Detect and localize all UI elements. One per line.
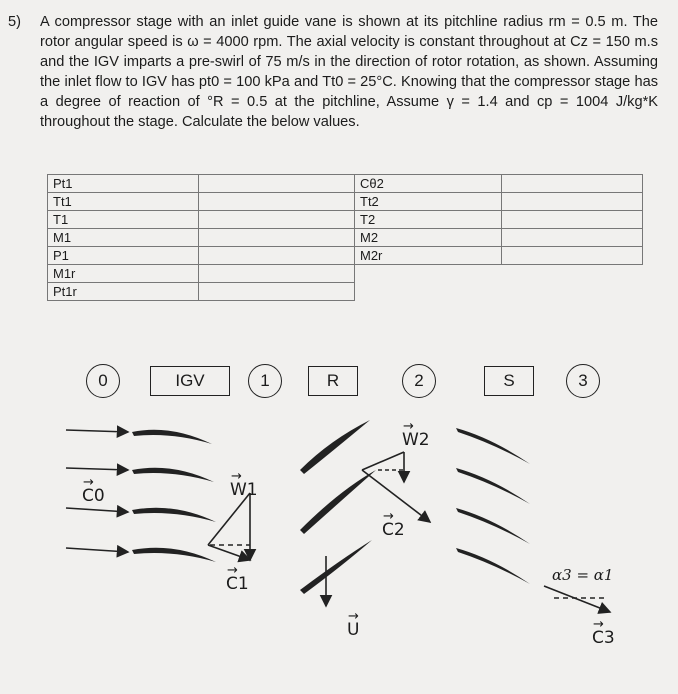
- c0-text: C0: [82, 486, 105, 506]
- rotor-box: R: [308, 366, 358, 396]
- inlet-velocity-triangle: [208, 493, 250, 560]
- table-label: M1: [48, 229, 199, 247]
- stator-box: S: [484, 366, 534, 396]
- igv-box: IGV: [150, 366, 230, 396]
- station-1: 1: [248, 364, 282, 398]
- c3-text: C3: [592, 628, 615, 648]
- exit-velocity-triangle: [362, 452, 430, 522]
- c2-text: C2: [382, 520, 405, 540]
- igv-blades: [132, 430, 216, 562]
- alpha-relation: α3 = α1: [552, 566, 614, 584]
- table-label: Tt2: [355, 193, 502, 211]
- c2-label: → C2: [382, 509, 405, 540]
- station-3: 3: [566, 364, 600, 398]
- station-2: 2: [402, 364, 436, 398]
- problem-number: 5): [8, 14, 21, 30]
- c3-label: → C3: [592, 617, 615, 648]
- problem-text: A compressor stage with an inlet guide vane is shown at its pitchline radius rm = 0.5 m. The rotor angular speed is ω = 4000 rpm. The axial velocity is constant throughout at Cz = 150 m.s and the IGV imparts a pre-swirl of 75 m/s in the direction of rotor rotation, as shown. Assuming the inlet flow to IGV has pt0 = 100 kPa and Tt0 = 25°C. Knowing that the compressor stage has a degree of reaction of °R = 0.5 at the pitchline, Assume γ = 1.4 and cp = 1004 J/kg*K throughout the stage. Calculate the below values.: [40, 14, 658, 130]
- c1-label: → C1: [226, 563, 249, 594]
- table-label: Cθ2: [355, 175, 502, 193]
- w1-text: W1: [230, 480, 258, 500]
- table-label: P1: [48, 247, 199, 265]
- u-label: → U: [347, 609, 360, 640]
- stator-blades: [456, 428, 530, 584]
- w1-label: → W1: [230, 469, 258, 500]
- table-label: Pt1: [48, 175, 199, 193]
- c0-label: → C0: [82, 475, 105, 506]
- c1-text: C1: [226, 574, 249, 594]
- rotor-blades: [300, 420, 376, 594]
- u-text: U: [347, 620, 360, 640]
- w2-text: W2: [402, 430, 430, 450]
- table-label: M2r: [355, 247, 502, 265]
- c3-arrow: [544, 586, 610, 612]
- station-0: 0: [86, 364, 120, 398]
- table-label: M2: [355, 229, 502, 247]
- table-label: Pt1r: [48, 283, 199, 301]
- w2-label: → W2: [402, 419, 430, 450]
- table-label: M1r: [48, 265, 199, 283]
- table-label: Tt1: [48, 193, 199, 211]
- table-label: T1: [48, 211, 199, 229]
- table-label: T2: [355, 211, 502, 229]
